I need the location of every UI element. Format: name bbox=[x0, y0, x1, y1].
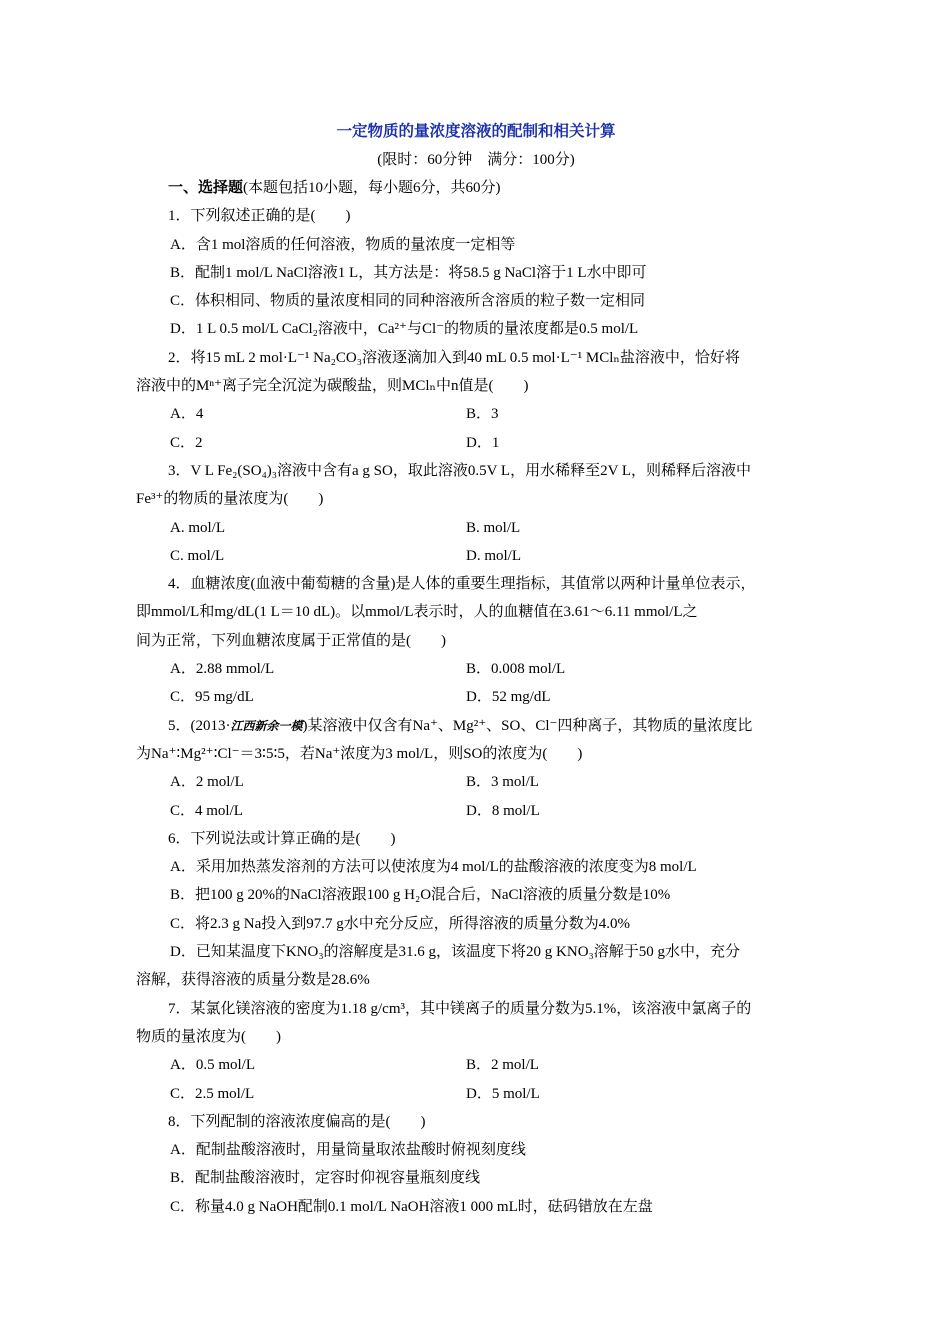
question-6-option-a: A．采用加热蒸发溶剂的方法可以使浓度为4 mol/L的盐酸溶液的浓度变为8 mol/L bbox=[170, 859, 697, 876]
question-5-number: 5．(2013· bbox=[168, 717, 231, 734]
document-title: 一定物质的量浓度溶液的配制和相关计算 bbox=[336, 123, 616, 140]
question-4-stem: 4．血糖浓度(血液中葡萄糖的含量)是人体的重要生理指标，其值常以两种计量单位表示， bbox=[168, 576, 756, 593]
question-6-option-c: C．将2.3 g Na投入到97.7 g水中充分反应，所得溶液的质量分数为4.0% bbox=[170, 915, 630, 932]
section-label: 一、选择题 bbox=[168, 180, 244, 196]
question-4-options-row-2 bbox=[136, 683, 816, 711]
section-heading bbox=[136, 174, 816, 202]
question-1-option-b: B．配制1 mol/L NaCl溶液1 L，其方法是：将58.5 g NaCl溶于1 L水中即可 bbox=[170, 264, 647, 281]
question-7-option-a: A．0.5 mol/L bbox=[170, 1057, 255, 1074]
question-2-option-c: C．2 bbox=[170, 434, 203, 451]
question-5-stem bbox=[136, 712, 816, 740]
document-subtitle: (限时：60分钟 满分：100分) bbox=[377, 152, 575, 168]
question-2-options-row-1 bbox=[136, 400, 816, 428]
question-8-option-c: C．称量4.0 g NaOH配制0.1 mol/L NaOH溶液1 000 mL时，砝码错放在左盘 bbox=[170, 1198, 653, 1215]
question-3-stem-cont: Fe³⁺的物质的量浓度为( ) bbox=[136, 491, 324, 508]
question-6-option-d: D．已知某温度下KNO₃的溶解度是31.6 g，该温度下将20 g KNO₃溶解于50 g水中，充分 bbox=[170, 944, 741, 961]
question-3-option-c: C. mol/L bbox=[170, 547, 225, 564]
question-4-option-d: D．52 mg/dL bbox=[466, 689, 551, 706]
question-5-options-row-1 bbox=[136, 768, 816, 796]
question-4-stem-cont-2: 间为正常，下列血糖浓度属于正常值的是( ) bbox=[136, 632, 446, 649]
question-2-stem: 2．将15 mL 2 mol·L⁻¹ Na₂CO₃溶液逐滴加入到40 mL 0.5 mol·L⁻¹ MClₙ盐溶液中，恰好将 bbox=[168, 349, 740, 366]
question-1-option-c: C．体积相同、物质的量浓度相同的同种溶液所含溶质的粒子数一定相同 bbox=[170, 293, 646, 310]
question-2-option-a: A．4 bbox=[170, 406, 204, 423]
question-2-option-d: D．1 bbox=[466, 434, 500, 451]
question-4-option-b: B．0.008 mol/L bbox=[466, 661, 566, 678]
question-2-option-b: B．3 bbox=[466, 406, 499, 423]
question-5-option-a: A．2 mol/L bbox=[170, 774, 244, 791]
question-7-stem-cont: 物质的量浓度为( ) bbox=[136, 1028, 281, 1045]
question-1-stem: 1．下列叙述正确的是( ) bbox=[168, 208, 351, 225]
question-6-option-b: B．把100 g 20%的NaCl溶液跟100 g H₂O混合后，NaCl溶液的质量分数是10% bbox=[170, 887, 671, 904]
question-2-options-row-2 bbox=[136, 429, 816, 457]
document-page bbox=[136, 118, 816, 1221]
question-3-options-row-1 bbox=[136, 514, 816, 542]
question-5-option-b: B．3 mol/L bbox=[466, 774, 539, 791]
question-5-option-d: D．8 mol/L bbox=[466, 802, 540, 819]
question-4-options-row-1 bbox=[136, 655, 816, 683]
question-5-source: 江西新余一模 bbox=[230, 718, 303, 733]
question-7-option-b: B．2 mol/L bbox=[466, 1057, 539, 1074]
question-8-option-b: B．配制盐酸溶液时，定容时仰视容量瓶刻度线 bbox=[170, 1170, 481, 1187]
question-7-options-row-2 bbox=[136, 1080, 816, 1108]
question-8-stem: 8．下列配制的溶液浓度偏高的是( ) bbox=[168, 1113, 426, 1130]
question-6-option-d-cont: 溶解，获得溶液的质量分数是28.6% bbox=[136, 972, 370, 989]
question-5-options-row-2 bbox=[136, 797, 816, 825]
question-4-option-c: C．95 mg/dL bbox=[170, 689, 254, 706]
question-1-option-a: A．含1 mol溶质的任何溶液，物质的量浓度一定相等 bbox=[170, 236, 516, 253]
section-note: (本题包括10小题，每小题6分，共60分) bbox=[243, 180, 501, 196]
question-8-option-a: A．配制盐酸溶液时，用量筒量取浓盐酸时俯视刻度线 bbox=[170, 1142, 526, 1159]
question-1-option-d: D．1 L 0.5 mol/L CaCl₂溶液中，Ca²⁺与Cl⁻的物质的量浓度都是0.5 mol/L bbox=[170, 321, 639, 338]
question-4-option-a: A．2.88 mmol/L bbox=[170, 661, 275, 678]
question-7-option-d: D．5 mol/L bbox=[466, 1085, 540, 1102]
question-7-options-row-1 bbox=[136, 1051, 816, 1079]
question-5-stem-cont: 为Na⁺∶Mg²⁺∶Cl⁻＝3∶5∶5，若Na⁺浓度为3 mol/L，则SO的浓度为( ) bbox=[136, 745, 583, 762]
question-3-option-b: B. mol/L bbox=[466, 519, 521, 536]
question-7-option-c: C．2.5 mol/L bbox=[170, 1085, 255, 1102]
question-7-stem: 7．某氯化镁溶液的密度为1.18 g/cm³，其中镁离子的质量分数为5.1%，该溶液中氯离子的 bbox=[168, 1000, 752, 1017]
question-4-stem-cont-1: 即mmol/L和mg/dL(1 L＝10 dL)。以mmol/L表示时，人的血糖值在3.61～6.11 mmol/L之 bbox=[136, 604, 698, 621]
question-3-options-row-2 bbox=[136, 542, 816, 570]
question-5-stem-text: )某溶液中仅含有Na⁺、Mg²⁺、SO、Cl⁻四种离子，其物质的量浓度比 bbox=[302, 717, 753, 734]
question-3-stem: 3．V L Fe₂(SO₄)₃溶液中含有a g SO，取此溶液0.5V L，用水稀释至2V L，则稀释后溶液中 bbox=[168, 462, 752, 479]
question-3-option-a: A. mol/L bbox=[170, 519, 225, 536]
question-5-option-c: C．4 mol/L bbox=[170, 802, 243, 819]
question-2-stem-cont: 溶液中的Mⁿ⁺离子完全沉淀为碳酸盐，则MClₙ中n值是( ) bbox=[136, 378, 529, 395]
question-3-option-d: D. mol/L bbox=[466, 547, 521, 564]
question-6-stem: 6．下列说法或计算正确的是( ) bbox=[168, 830, 396, 847]
